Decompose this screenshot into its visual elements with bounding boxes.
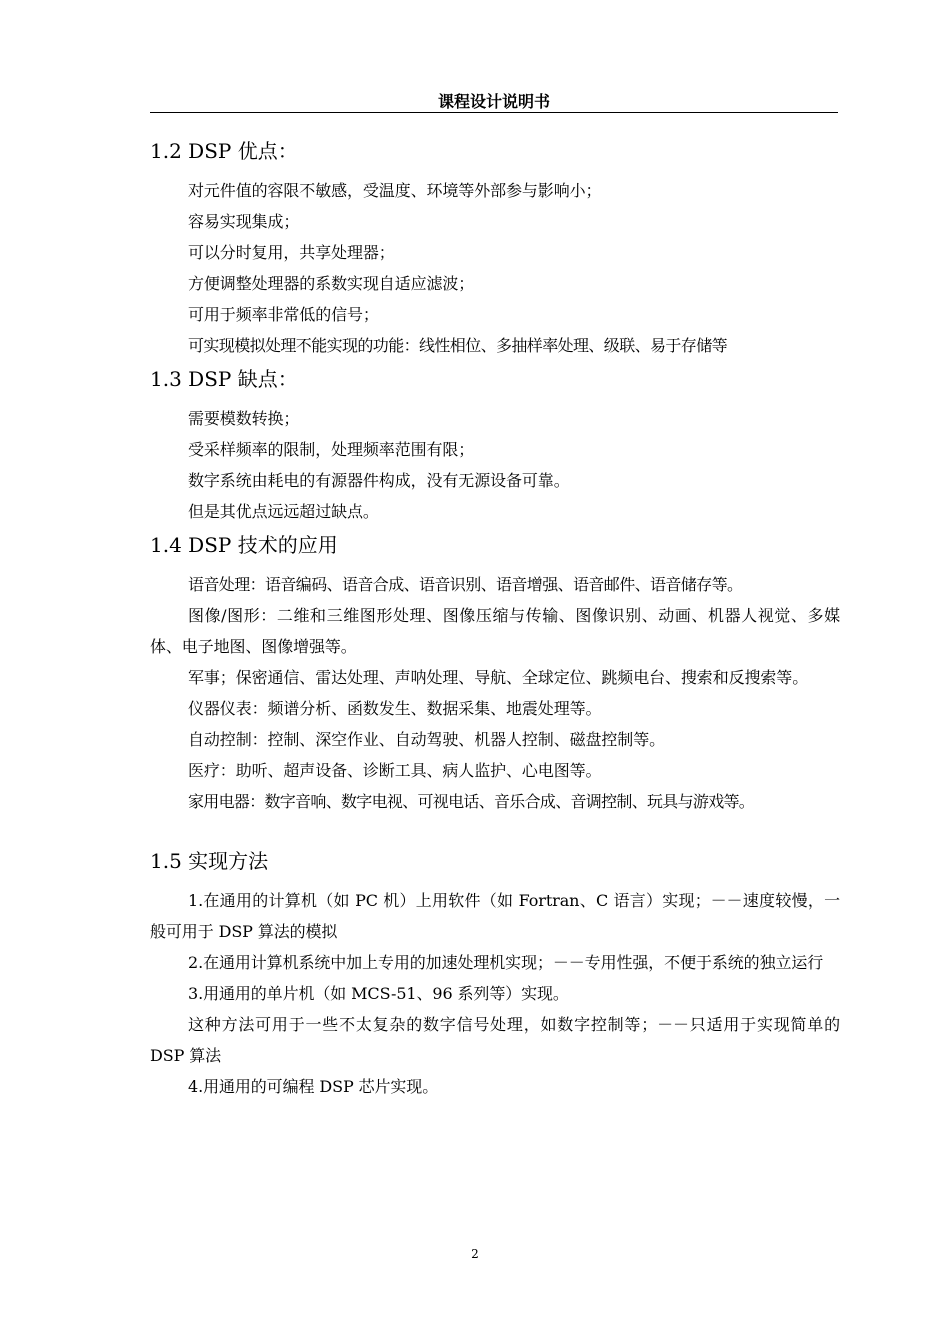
section-heading-advantages: 1.2 DSP 优点： xyxy=(150,139,298,163)
list-item: 仪器仪表：频谱分析、函数发生、数据采集、地震处理等。 xyxy=(188,699,602,718)
list-item: 2.在通用计算机系统中加上专用的加速处理机实现；－－专用性强，不便于系统的独立运行 xyxy=(188,953,824,972)
page-content xyxy=(150,133,840,1102)
list-item: 可用于频率非常低的信号； xyxy=(188,305,379,324)
list-item: 可以分时复用，共享处理器； xyxy=(188,243,395,262)
list-item: 1.在通用的计算机（如 PC 机）上用软件（如 Fortran、C 语言）实现；－－速度较慢，一般可用于 DSP 算法的模拟 xyxy=(150,891,840,941)
list-item: 军事；保密通信、雷达处理、声呐处理、导航、全球定位、跳频电台、搜索和反搜索等。 xyxy=(188,668,809,687)
list-item: 自动控制：控制、深空作业、自动驾驶、机器人控制、磁盘控制等。 xyxy=(188,730,666,749)
list-item: 方便调整处理器的系数实现自适应滤波； xyxy=(188,274,475,293)
list-item: 这种方法可用于一些不太复杂的数字信号处理，如数字控制等；－－只适用于实现简单的 DSP 算法 xyxy=(150,1015,840,1065)
list-item: 语音处理：语音编码、语音合成、语音识别、语音增强、语音邮件、语音储存等。 xyxy=(188,575,743,594)
header-rule xyxy=(150,112,838,113)
page-header-title: 课程设计说明书 xyxy=(437,92,550,111)
page-number: 2 xyxy=(471,1247,479,1261)
list-item: 3.用通用的单片机（如 MCS-51、96 系列等）实现。 xyxy=(188,984,569,1003)
list-item: 但是其优点远远超过缺点。 xyxy=(188,502,379,521)
list-item: 4.用通用的可编程 DSP 芯片实现。 xyxy=(188,1077,439,1096)
list-item: 需要模数转换； xyxy=(188,409,300,428)
list-item: 可实现模拟处理不能实现的功能：线性相位、多抽样率处理、级联、易于存储等 xyxy=(188,336,728,355)
list-item: 数字系统由耗电的有源器件构成，没有无源设备可靠。 xyxy=(188,471,570,490)
list-item: 受采样频率的限制，处理频率范围有限； xyxy=(188,440,475,459)
list-item: 家用电器：数字音响、数字电视、可视电话、音乐合成、音调控制、玩具与游戏等。 xyxy=(188,792,755,811)
list-item: 图像/图形：二维和三维图形处理、图像压缩与传输、图像识别、动画、机器人视觉、多媒体、电子地图、图像增强等。 xyxy=(150,606,840,656)
section-heading-applications: 1.4 DSP 技术的应用 xyxy=(150,533,338,557)
list-item: 容易实现集成； xyxy=(188,212,300,231)
list-item: 对元件值的容限不敏感，受温度、环境等外部参与影响小； xyxy=(188,181,602,200)
section-heading-disadvantages: 1.3 DSP 缺点： xyxy=(150,367,298,391)
list-item: 医疗：助听、超声设备、诊断工具、病人监护、心电图等。 xyxy=(188,761,602,780)
section-heading-methods: 1.5 实现方法 xyxy=(150,849,269,873)
section-spacer xyxy=(150,817,840,843)
